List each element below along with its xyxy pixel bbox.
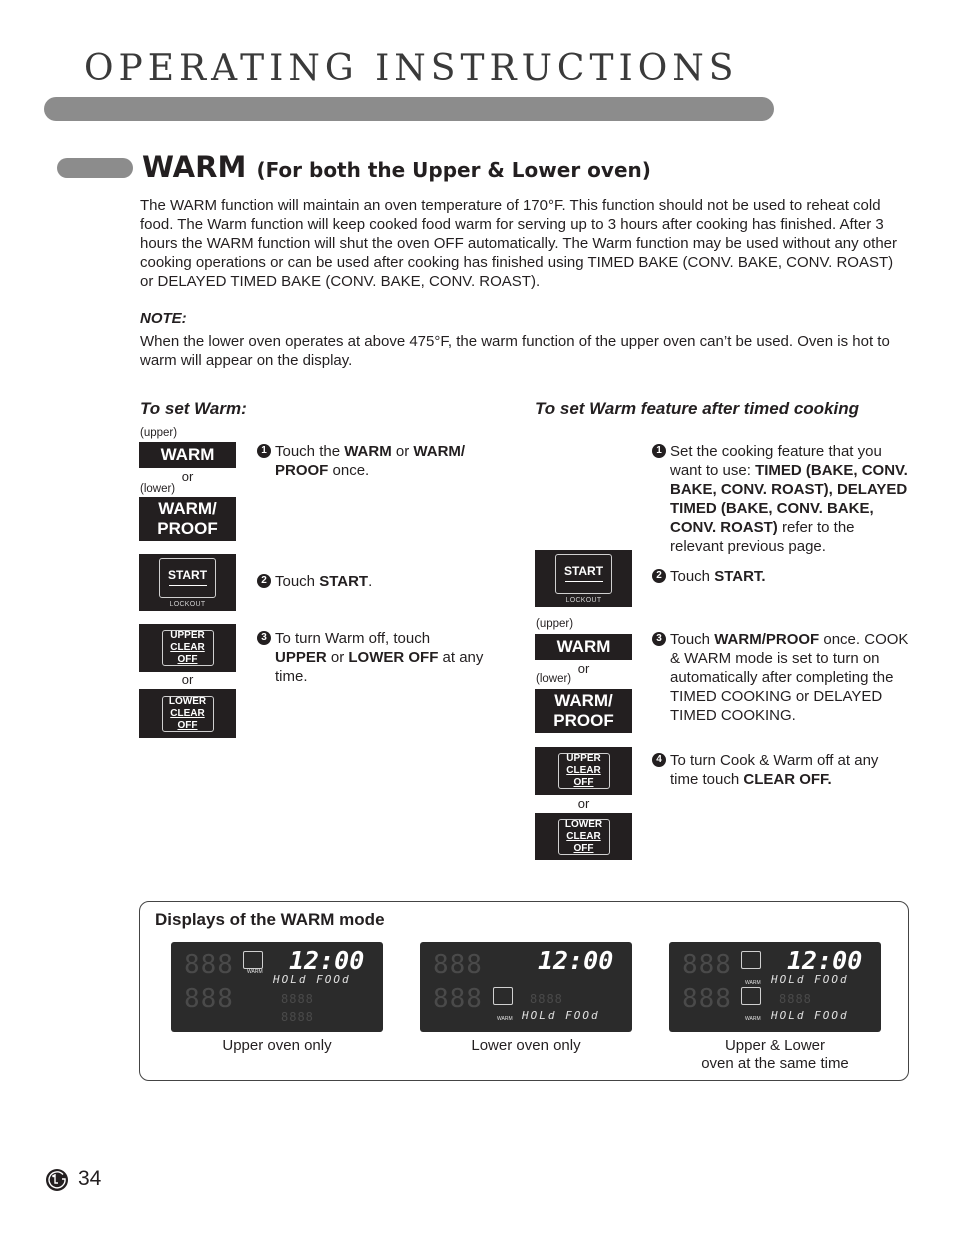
start-key[interactable] [535,550,632,607]
left-column-heading: To set Warm: [140,399,247,418]
lower-clear-off-face [162,696,214,732]
right-step-1 [652,442,910,556]
step-text: Set the cooking feature that you want to use: TIMED (BAKE, CONV. BAKE, CONV. ROAST), DELAYED TIMED (BAKE, CONV. BAKE, CONV. ROAST) refer to the relevant previous page. [670,443,908,555]
caption-lower-oven-only: Lower oven only [471,1037,581,1054]
page-title: OPERATING INSTRUCTIONS [84,48,739,89]
start-key-label: START [563,564,604,578]
upper-temp-digits: 888 [433,950,483,980]
start-key-face [159,558,216,598]
section-heading [142,150,651,184]
upper-clear-off-key[interactable] [535,747,632,795]
caption-line-2: oven at the same time [701,1055,849,1072]
dim-digits: 8888 [281,992,314,1006]
clear-off-label: CLEAR OFF [170,642,205,665]
lower-clear-off-key[interactable] [535,813,632,860]
warm-key-label: WARM [160,445,215,464]
dim-digits: 8888 [779,992,812,1006]
step-number-badge: 1 [257,444,271,458]
warm-indicator: WARM [745,1016,761,1022]
section-title: WARM [142,150,247,184]
upper-label: (upper) [536,618,574,630]
warm-proof-key[interactable] [139,497,236,541]
clock-readout: 12:00 [289,946,365,975]
lower-temp-digits: 888 [433,984,483,1014]
section-subtitle: (For both the Upper & Lower oven) [256,158,651,182]
lower-warm-icon [741,987,761,1005]
lower-label: (lower) [536,673,572,685]
clear-off-label: CLEAR OFF [566,830,601,854]
step-text: To turn Warm off, touch UPPER or LOWER OFF at any time. [275,630,484,685]
step-text: To turn Cook & Warm off at any time touch CLEAR OFF. [670,752,879,788]
warm-proof-key-line2: PROOF [157,519,218,538]
lower-label: (lower) [140,483,176,495]
upper-clear-off-face [558,753,610,789]
left-step-3 [257,629,502,686]
lockout-label: LOCKOUT [169,600,206,608]
hold-food-readout: HOLd FOOd [771,973,849,986]
start-key-face [555,554,612,594]
right-step-4 [652,751,910,789]
caption-upper-oven-only: Upper oven only [222,1037,332,1054]
lg-logo-icon [45,1168,69,1192]
page-number: 34 [78,1167,102,1190]
start-key[interactable] [139,554,236,611]
or-label: or [577,661,590,676]
clear-off-label: CLEAR OFF [566,765,601,788]
display-upper-oven-only [171,942,383,1032]
upper-warm-icon [741,951,761,969]
warm-proof-key-line1: WARM/ [554,691,613,710]
lower-temp-digits: 888 [682,984,732,1014]
upper-clear-off-key[interactable] [139,624,236,672]
section-marker [57,158,133,178]
displays-title: Displays of the WARM mode [155,910,385,929]
upper-label: (upper) [140,427,178,439]
warm-indicator: WARM [497,1016,513,1022]
warm-proof-key[interactable] [535,689,632,733]
lower-warm-icon [493,987,513,1005]
step-text: Touch the WARM or WARM/ PROOF once. [275,443,466,479]
upper-temp-digits: 888 [184,950,234,980]
or-label: or [181,672,194,687]
clock-readout: 12:00 [787,946,863,975]
step-number-badge: 3 [257,631,271,645]
step-number-badge: 4 [652,753,666,767]
left-step-2 [257,572,497,591]
upper-clear-off-face [162,630,214,666]
intro-paragraph: The WARM function will maintain an oven temperature of 170°F. This function should not be used to reheat cold food. The Warm function will keep cooked food warm for serving up to 3 hours after cooking has finished. After 3 hours the WARM function will shut the oven OFF automatically. The Warm function may be used without any other cooking operations or can be used after cooking has finished using TIMED BAKE (CONV. BAKE, CONV. ROAST) or DELAYED TIMED BAKE (CONV. BAKE, CONV. ROAST). [140,197,898,290]
display-lower-oven-only [420,942,632,1032]
start-key-underline [169,585,207,586]
warm-indicator: WARM [247,969,263,975]
lockout-label: LOCKOUT [565,596,602,604]
dim-digits: 8888 [530,992,563,1006]
right-step-3 [652,630,910,725]
upper-warm-icon [243,951,263,969]
warm-proof-key-line2: PROOF [553,711,614,730]
hold-food-readout: HOLd FOOd [771,1009,849,1022]
warm-indicator: WARM [745,980,761,986]
lower-clear-off-face [558,819,610,855]
start-key-underline [565,581,603,582]
step-number-badge: 3 [652,632,666,646]
lower-key-label: LOWER [168,695,207,707]
right-step-2 [652,567,910,586]
start-key-label: START [167,568,208,582]
caption-upper-and-lower [669,1037,881,1073]
caption-line-1: Upper & Lower [724,1037,826,1054]
clear-off-label: CLEAR OFF [170,707,205,731]
step-number-badge: 2 [652,569,666,583]
lower-clear-off-key[interactable] [139,689,236,738]
step-text: Touch START. [275,573,373,590]
upper-temp-digits: 888 [682,950,732,980]
note-label: NOTE: [140,310,187,327]
dim-digits: 8888 [281,1010,314,1024]
lower-key-label: LOWER [564,818,603,830]
step-text: Touch START. [670,568,766,585]
title-divider-bar [44,97,774,121]
note-text: When the lower oven operates at above 475°F, the warm function of the upper oven can’t be used. Oven is hot to warm will appear on the display. [140,333,890,369]
upper-key-label: UPPER [170,630,205,641]
warm-key[interactable] [535,634,632,660]
right-column-heading: To set Warm feature after timed cooking [535,399,860,418]
hold-food-readout: HOLd FOOd [273,973,351,986]
step-number-badge: 2 [257,574,271,588]
left-step-1 [257,442,497,480]
display-upper-and-lower [669,942,881,1032]
hold-food-readout: HOLd FOOd [522,1009,600,1022]
lower-temp-digits: 888 [184,984,234,1014]
step-number-badge: 1 [652,444,666,458]
warm-proof-key-line1: WARM/ [158,499,217,518]
warm-key[interactable] [139,442,236,468]
upper-key-label: UPPER [566,753,601,764]
or-label: or [577,796,590,811]
step-text: Touch WARM/PROOF once. COOK & WARM mode is set to turn on automatically after completing the TIMED COOKING or DELAYED TIMED COOKING. [670,631,909,724]
clock-readout: 12:00 [538,946,614,975]
or-label: or [181,469,194,484]
warm-key-label: WARM [556,637,611,656]
